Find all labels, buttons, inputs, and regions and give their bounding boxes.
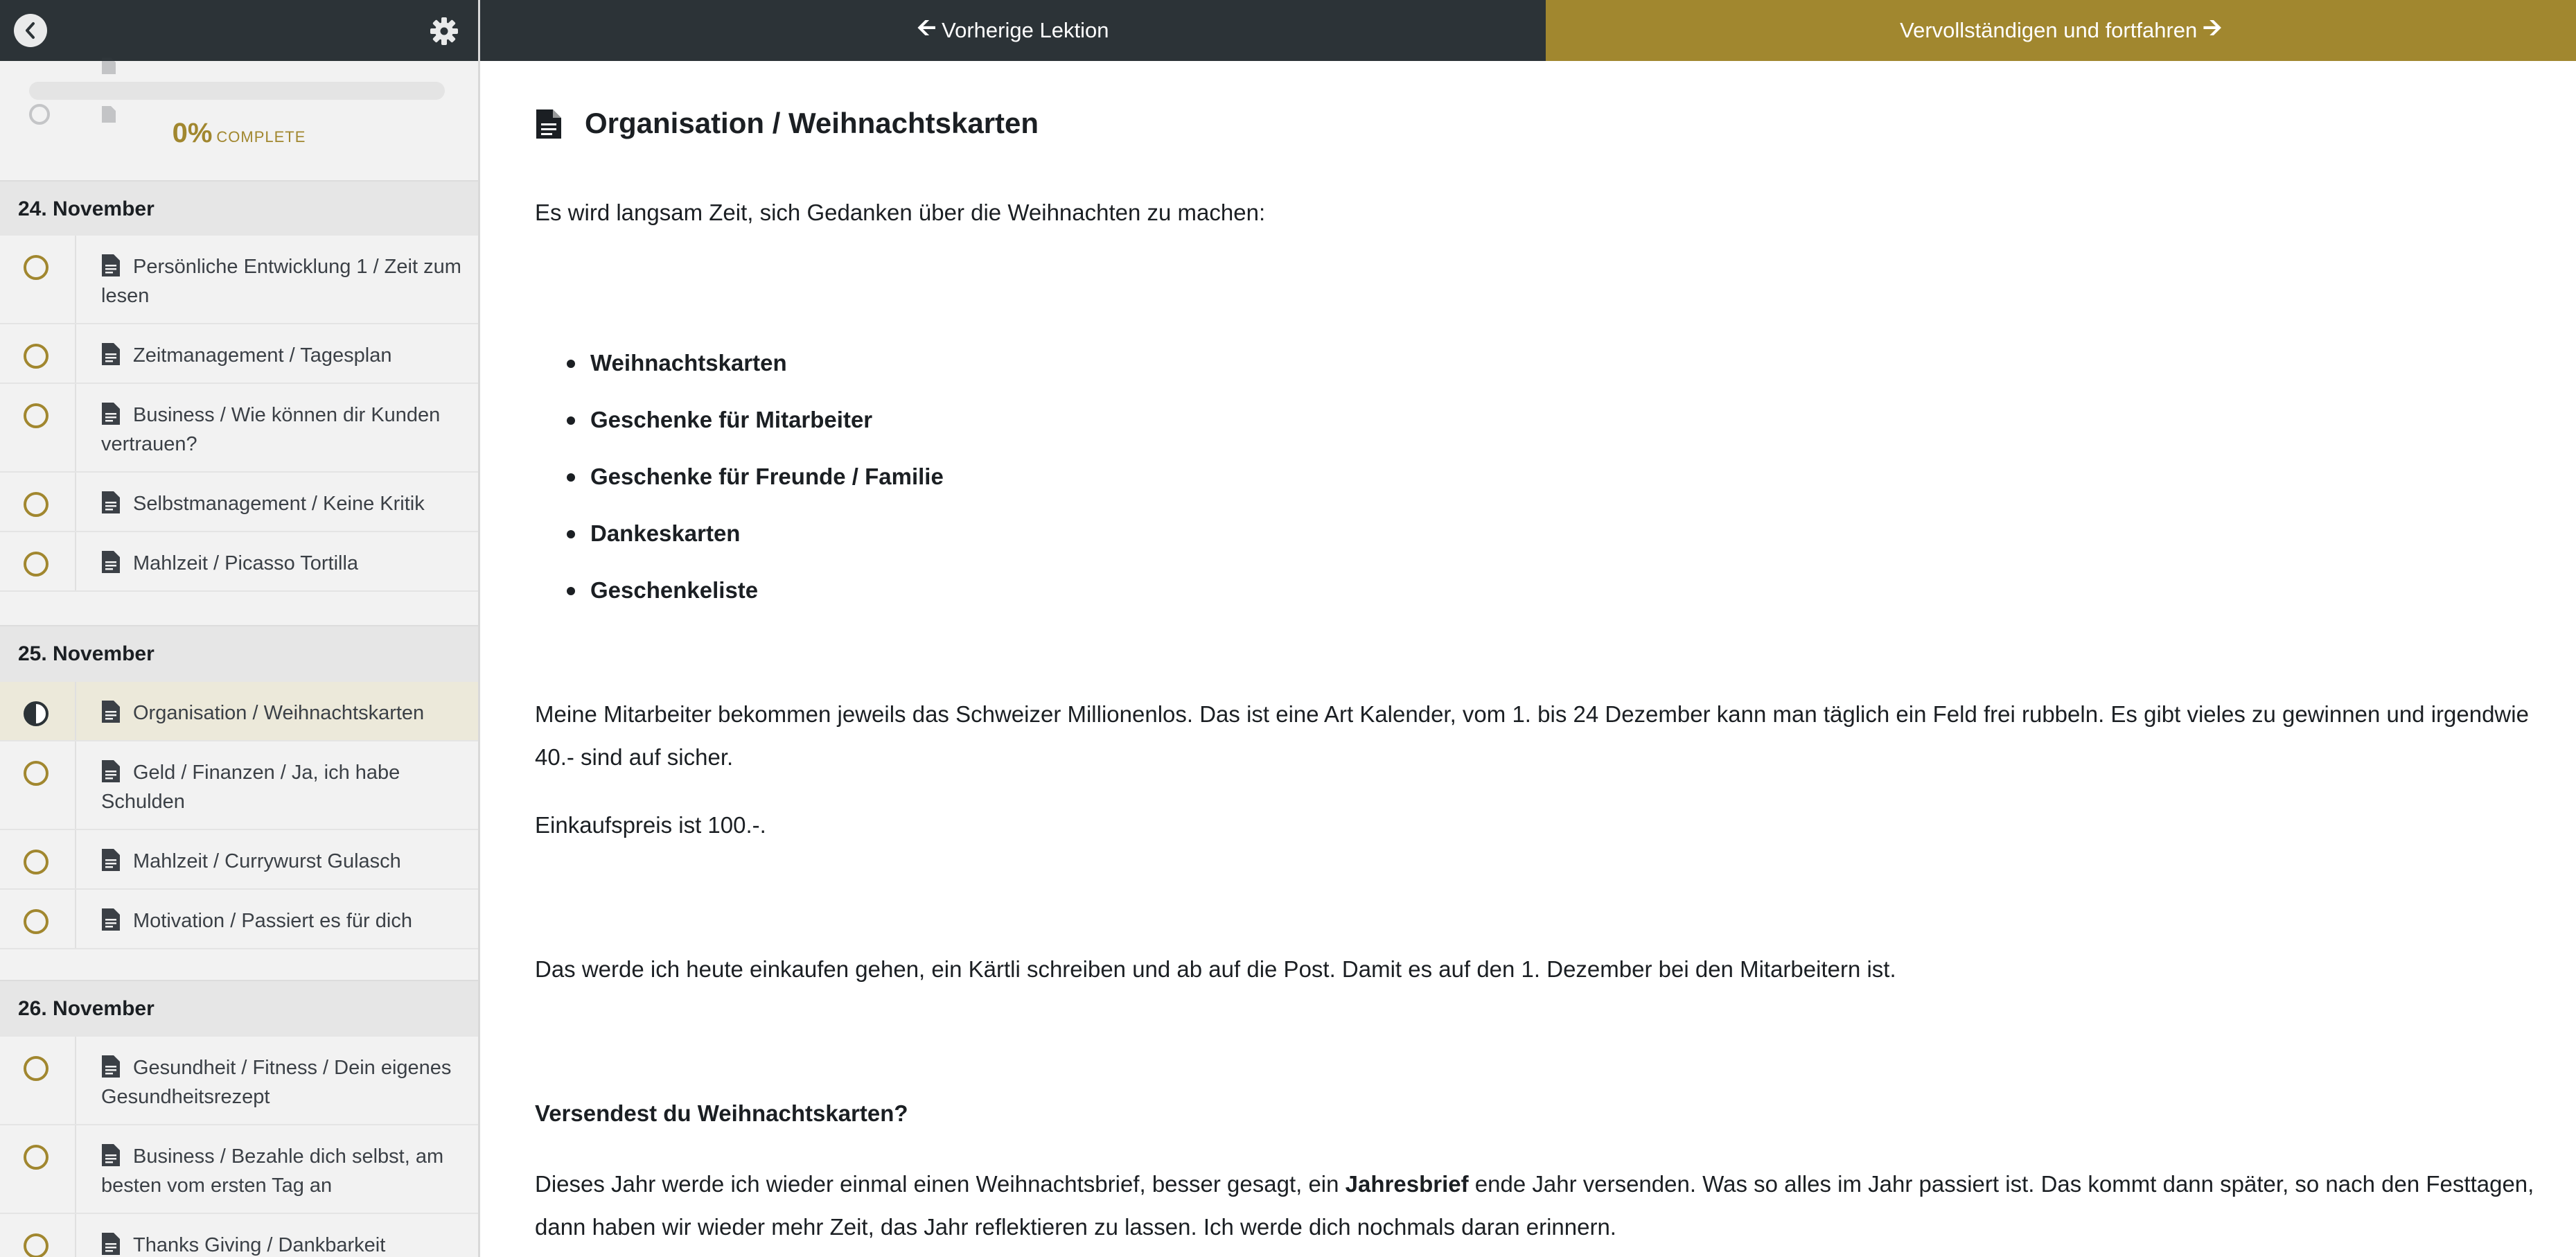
- paragraph-employees: [535, 693, 2558, 779]
- section-heading: Versendest du Weihnachtskarten?: [535, 1100, 908, 1126]
- lesson-title-label: Gesundheit / Fitness / Dein eigenes Gesundheitsrezept: [101, 1057, 452, 1108]
- progress-percent: 0%: [172, 118, 213, 148]
- intro-paragraph: Es wird langsam Zeit, sich Gedanken über die Weihnachten zu machen:: [535, 200, 1266, 225]
- arrow-left-icon: 🡨: [917, 14, 937, 41]
- half-circle-icon[interactable]: [24, 701, 48, 726]
- checklist-item: Weihnachtskarten: [535, 335, 944, 392]
- lesson-status-cell: [0, 532, 76, 590]
- section-header: 25. November: [0, 625, 478, 683]
- section-header: 24. November: [0, 180, 478, 238]
- paragraph-shopping: Das werde ich heute einkaufen gehen, ein Kärtli schreiben und ab auf die Post. Damit es auf den 1. Dezember bei den Mitarbeitern ist.: [535, 956, 1896, 982]
- lesson-item[interactable]: [0, 1214, 478, 1257]
- lesson-item[interactable]: [0, 741, 478, 830]
- empty-circle-icon[interactable]: [24, 255, 48, 280]
- checklist-item: Geschenke für Mitarbeiter: [535, 392, 944, 448]
- lesson-item[interactable]: [0, 682, 478, 741]
- annual-letter-text-end: ende Jahr versenden. Was so alles im Jahr passiert ist. Das kommt dann später, so nach den Festtagen,: [1468, 1171, 2534, 1197]
- lesson-status-cell: [0, 1214, 76, 1257]
- checklist-item: Dankeskarten: [535, 505, 944, 562]
- paragraph-annual-letter: [535, 1163, 2558, 1249]
- lesson-title-label: Motivation / Passiert es für dich: [133, 910, 412, 932]
- lesson-status-cell: [0, 1037, 76, 1124]
- lesson-status-cell: [0, 1125, 76, 1213]
- empty-circle-icon[interactable]: [24, 1056, 48, 1081]
- lesson-item[interactable]: [0, 1037, 478, 1125]
- section-header: 26. November: [0, 980, 478, 1038]
- lesson-status-cell: [0, 324, 76, 383]
- lesson-title-label: Mahlzeit / Currywurst Gulasch: [133, 850, 401, 872]
- paragraph-employees-line-2: 40.- sind auf sicher.: [535, 744, 734, 770]
- document-icon: [101, 57, 116, 75]
- progress-bar: [29, 82, 445, 100]
- empty-circle-icon[interactable]: [24, 1145, 48, 1170]
- lesson-item[interactable]: [0, 473, 478, 532]
- empty-circle-icon[interactable]: [24, 344, 48, 369]
- lesson-title-label: Geld / Finanzen / Ja, ich habe Schulden: [101, 762, 400, 813]
- previous-lesson-label: Vorherige Lektion: [942, 18, 1109, 42]
- lesson-title: Organisation / Weihnachtskarten: [585, 107, 1039, 139]
- lesson-status-cell: [0, 384, 76, 471]
- lesson-item[interactable]: [0, 236, 478, 324]
- lesson-title-label: Persönliche Entwicklung 1 / Zeit zum lesen: [101, 256, 461, 307]
- paragraph-employees-line-1: Meine Mitarbeiter bekommen jeweils das Schweizer Millionenlos. Das ist eine Art Kalender, vom 1. bis 24 Dezember kann man täglich ein Feld frei rubbeln. Es gibt vieles zu gewinnen und irgendwie: [535, 701, 2529, 727]
- annual-letter-text-start: Dieses Jahr werde ich wieder einmal einen Weihnachtsbrief, besser gesagt, ein: [535, 1171, 1346, 1197]
- complete-and-continue-label: Vervollständigen und fortfahren: [1900, 18, 2198, 42]
- checklist: [535, 335, 944, 619]
- back-button[interactable]: [14, 14, 47, 47]
- annual-letter-line-2: dann haben wir wieder mehr Zeit, das Jahr reflektieren zu lassen. Ich werde dich nochmals daran erinnern.: [535, 1214, 1616, 1240]
- checklist-item: Geschenkeliste: [535, 562, 944, 619]
- lesson-title-label: Mahlzeit / Picasso Tortilla: [133, 552, 359, 574]
- lesson-status-cell: [0, 890, 76, 948]
- lesson-status-cell: [0, 473, 76, 531]
- document-icon: [535, 108, 563, 140]
- lesson-item[interactable]: [0, 532, 478, 592]
- lesson-navigation: [480, 0, 2576, 61]
- lesson-status-cell: [0, 741, 76, 829]
- empty-circle-icon[interactable]: [24, 492, 48, 517]
- progress-label: [0, 118, 478, 149]
- lesson-status-cell: [0, 830, 76, 888]
- empty-circle-icon[interactable]: [24, 403, 48, 428]
- arrow-right-icon: 🡪: [2203, 14, 2222, 41]
- previous-lesson-button[interactable]: [480, 0, 1546, 61]
- complete-and-continue-button[interactable]: [1546, 0, 2576, 61]
- checklist-item: Geschenke für Freunde / Familie: [535, 448, 944, 505]
- course-progress: [0, 61, 478, 182]
- lesson-item[interactable]: [0, 830, 478, 890]
- lesson-title-label: Zeitmanagement / Tagesplan: [133, 344, 392, 367]
- lesson-item[interactable]: [0, 890, 478, 949]
- gear-icon: [428, 15, 460, 47]
- lesson-title-label: Organisation / Weihnachtskarten: [133, 702, 425, 724]
- annual-letter-emphasis: Jahresbrief: [1345, 1171, 1469, 1197]
- lesson-title-label: Business / Wie können dir Kunden vertrauen?: [101, 404, 441, 455]
- lesson-title-label: Business / Bezahle dich selbst, am besten vom ersten Tag an: [101, 1145, 444, 1197]
- lesson-title-label: Thanks Giving / Dankbarkeit: [133, 1234, 386, 1256]
- lesson-item[interactable]: [0, 1125, 478, 1214]
- sidebar-topbar: [0, 0, 478, 61]
- settings-button[interactable]: [428, 15, 460, 47]
- lesson-title-label: Selbstmanagement / Keine Kritik: [133, 493, 425, 515]
- empty-circle-icon[interactable]: [24, 552, 48, 577]
- scrolled-lesson-row: [29, 57, 445, 78]
- empty-circle-icon[interactable]: [24, 761, 48, 786]
- empty-circle-icon[interactable]: [24, 1233, 48, 1257]
- empty-circle-icon[interactable]: [24, 909, 48, 934]
- paragraph-price: Einkaufspreis ist 100.-.: [535, 812, 766, 838]
- lesson-item[interactable]: [0, 384, 478, 473]
- lesson-item[interactable]: [0, 324, 478, 384]
- empty-circle-icon[interactable]: [24, 850, 48, 874]
- progress-complete-label: COMPLETE: [216, 128, 306, 146]
- course-sidebar: [0, 0, 480, 1257]
- lesson-status-cell: [0, 682, 76, 740]
- lesson-status-cell: [0, 236, 76, 323]
- chevron-left-icon: [23, 21, 38, 39]
